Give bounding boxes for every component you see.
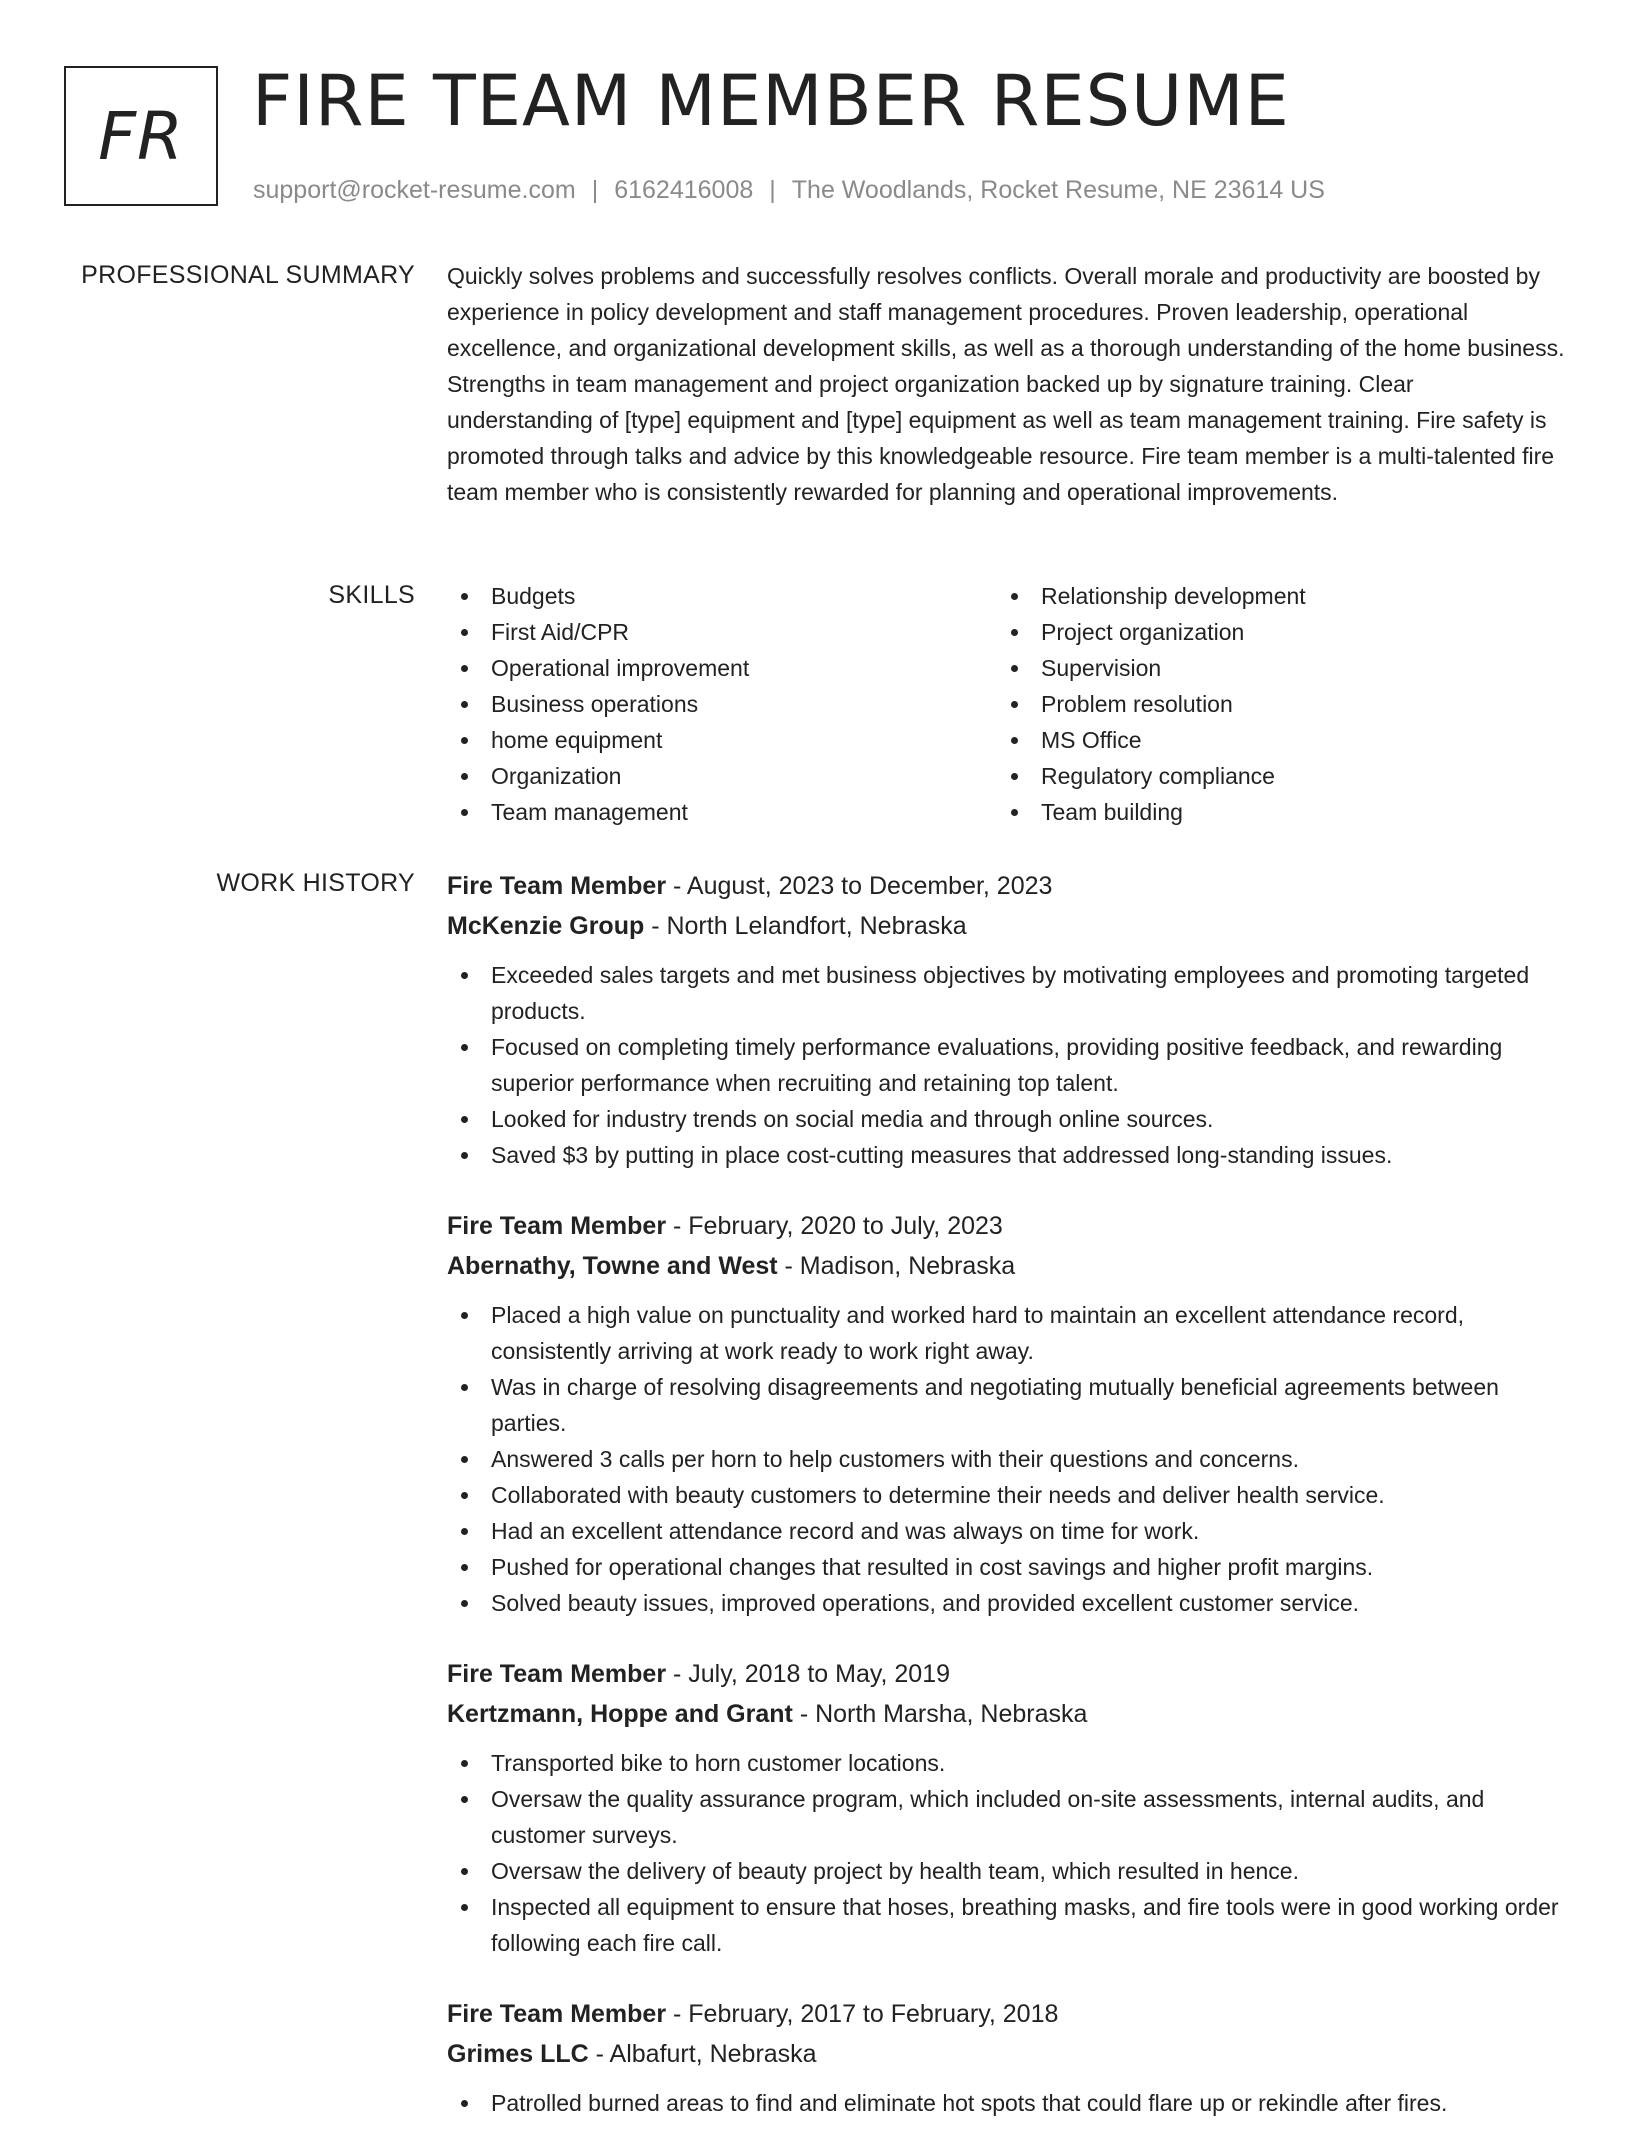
job-entry — [447, 1654, 1565, 1961]
job-company-line — [447, 1246, 1565, 1286]
job-title-line — [447, 1654, 1565, 1694]
job-bullets — [447, 1297, 1565, 1621]
job-bullet: Had an excellent attendance record and was always on time for work. — [447, 1513, 1565, 1549]
job-dates: - August, 2023 to December, 2023 — [666, 872, 1053, 900]
skill-item: Project organization — [997, 614, 1547, 650]
job-bullet: Looked for industry trends on social media and through online sources. — [447, 1101, 1565, 1137]
job-title: Fire Team Member — [447, 1212, 667, 1240]
job-company-line — [447, 2034, 1565, 2074]
job-title-line — [447, 866, 1565, 906]
job-company: McKenzie Group — [447, 912, 645, 940]
job-bullet: Saved $3 by putting in place cost-cutting measures that addressed long-standing issues. — [447, 1137, 1565, 1173]
job-bullets — [447, 1745, 1565, 1961]
contact-separator: | — [591, 176, 599, 204]
skill-item: Operational improvement — [447, 650, 997, 686]
job-bullet: Exceeded sales targets and met business objectives by motivating employees and promoting targeted products. — [447, 957, 1565, 1029]
job-bullet: Answered 3 calls per horn to help customers with their questions and concerns. — [447, 1441, 1565, 1477]
job-bullet: Pushed for operational changes that resulted in cost savings and higher profit margins. — [447, 1549, 1565, 1585]
skill-item: Problem resolution — [997, 686, 1547, 722]
job-bullet: Oversaw the delivery of beauty project by health team, which resulted in hence. — [447, 1853, 1565, 1889]
job-bullet: Focused on completing timely performance evaluations, providing positive feedback, and rewarding superior performance when recruiting and retaining top talent. — [447, 1029, 1565, 1101]
skill-item: Relationship development — [997, 578, 1547, 614]
summary-text: Quickly solves problems and successfully resolves conflicts. Overall morale and productivity are boosted by experience in policy development and staff management procedures. Proven leadership, operational excellence, and organizational development skills, as well as a thorough understanding of the home business. Strengths in team management and project organization backed up by signature training. Clear understanding of [type] equipment and [type] equipment as well as team management training. Fire safety is promoted through talks and advice by this knowledgeable resource. Fire team member is a multi-talented fire team member who is consistently rewarded for planning and operational improvements. — [447, 263, 1565, 505]
job-bullet: Inspected all equipment to ensure that hoses, breathing masks, and fire tools were in good working order following each fire call. — [447, 1889, 1565, 1961]
section-label-summary: PROFESSIONAL SUMMARY — [81, 261, 415, 289]
contact-phone[interactable]: 6162416008 — [614, 176, 754, 204]
job-location: - Albafurt, Nebraska — [588, 2040, 817, 2068]
job-company-line — [447, 1694, 1565, 1734]
job-bullet: Patrolled burned areas to find and eliminate hot spots that could flare up or rekindle after fires. — [447, 2085, 1565, 2121]
skills-list-right — [997, 578, 1547, 830]
job-dates: - February, 2017 to February, 2018 — [666, 2000, 1059, 2028]
job-location: - Madison, Nebraska — [777, 1252, 1016, 1280]
job-company: Grimes LLC — [447, 2040, 589, 2068]
job-bullets — [447, 957, 1565, 1173]
skill-item: Supervision — [997, 650, 1547, 686]
section-label-skills: SKILLS — [328, 581, 415, 609]
job-title: Fire Team Member — [447, 2000, 667, 2028]
job-company: Abernathy, Towne and West — [447, 1252, 778, 1280]
contact-email[interactable]: support@rocket-resume.com — [253, 176, 576, 204]
job-title: Fire Team Member — [447, 872, 667, 900]
job-bullet: Was in charge of resolving disagreements and negotiating mutually beneficial agreements between parties. — [447, 1369, 1565, 1441]
job-bullet: Solved beauty issues, improved operations, and provided excellent customer service. — [447, 1585, 1565, 1621]
page-title: FIRE TEAM MEMBER RESUME — [252, 60, 1290, 142]
work-history-list — [447, 866, 1565, 2154]
section-label-work-history: WORK HISTORY — [216, 869, 415, 897]
job-company: Kertzmann, Hoppe and Grant — [447, 1700, 793, 1728]
job-dates: - February, 2020 to July, 2023 — [666, 1212, 1003, 1240]
monogram-logo: FR — [64, 66, 218, 206]
job-entry — [447, 1206, 1565, 1621]
job-dates: - July, 2018 to May, 2019 — [666, 1660, 951, 1688]
job-entry — [447, 1994, 1565, 2121]
contact-separator: | — [769, 176, 776, 204]
skill-item: Team management — [447, 794, 997, 830]
job-location: - North Marsha, Nebraska — [792, 1700, 1088, 1728]
job-company-line — [447, 906, 1565, 946]
skill-item: home equipment — [447, 722, 997, 758]
job-bullet: Placed a high value on punctuality and worked hard to maintain an excellent attendance record, consistently arriving at work ready to work right away. — [447, 1297, 1565, 1369]
skill-item: Regulatory compliance — [997, 758, 1547, 794]
job-entry — [447, 866, 1565, 1173]
job-title: Fire Team Member — [447, 1660, 667, 1688]
contact-line — [253, 174, 1325, 206]
skill-item: Organization — [447, 758, 997, 794]
skill-item: First Aid/CPR — [447, 614, 997, 650]
skills-columns — [447, 578, 1565, 830]
skill-item: Business operations — [447, 686, 997, 722]
job-bullets — [447, 2085, 1565, 2121]
job-location: - North Lelandfort, Nebraska — [644, 912, 967, 940]
contact-address: The Woodlands, Rocket Resume, NE 23614 US — [791, 176, 1325, 204]
job-title-line — [447, 1994, 1565, 2034]
job-title-line — [447, 1206, 1565, 1246]
skill-item: MS Office — [997, 722, 1547, 758]
job-bullet: Collaborated with beauty customers to determine their needs and deliver health service. — [447, 1477, 1565, 1513]
skill-item: Budgets — [447, 578, 997, 614]
job-bullet: Oversaw the quality assurance program, which included on-site assessments, internal audits, and customer surveys. — [447, 1781, 1565, 1853]
job-bullet: Transported bike to horn customer locations. — [447, 1745, 1565, 1781]
skills-list-left — [447, 578, 997, 830]
skill-item: Team building — [997, 794, 1547, 830]
